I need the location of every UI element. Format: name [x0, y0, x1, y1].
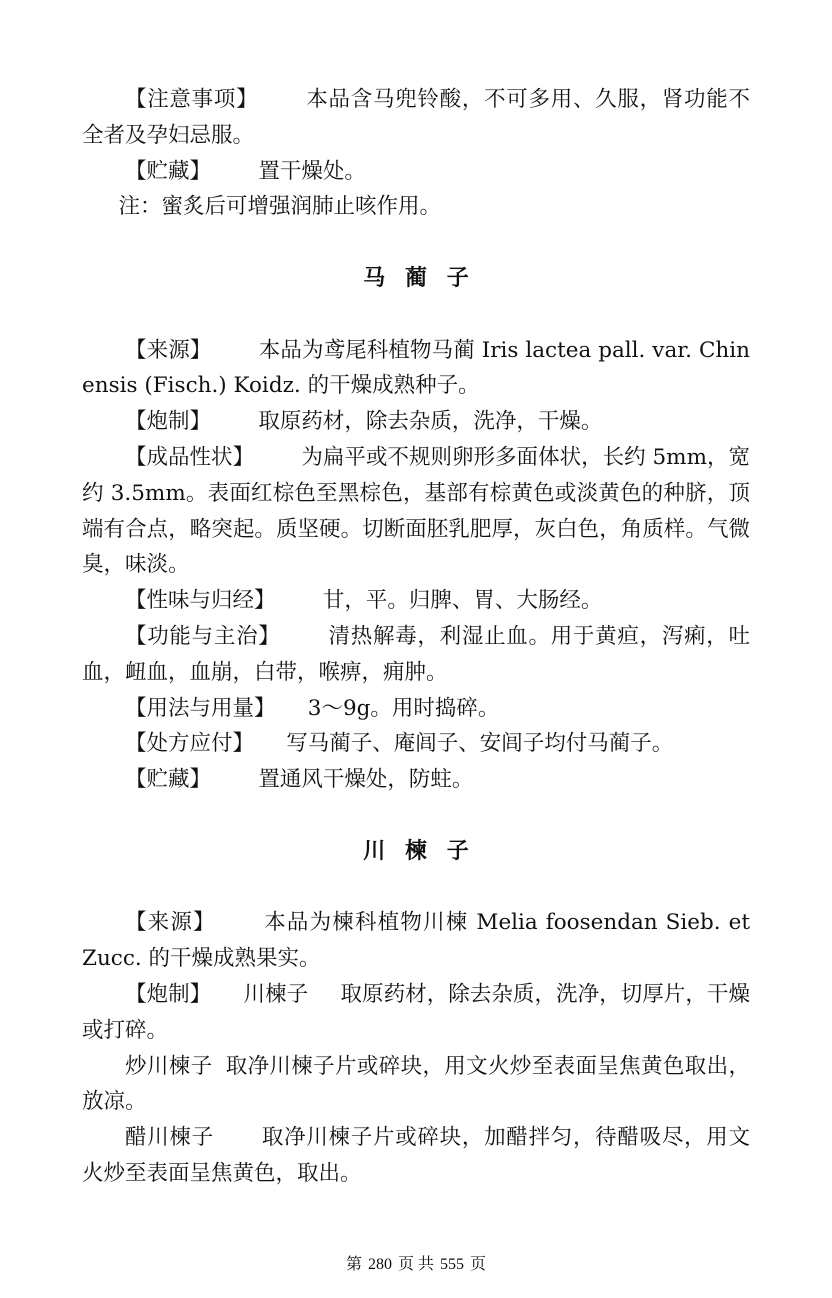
malinzi-dosage-label: 【用法与用量】 — [125, 695, 276, 721]
chuanlianzi-fried-text: 取净川楝子片或碎块，用文火炒至表面呈焦黄色取出，放凉。 — [82, 1053, 750, 1115]
malinzi-nature-text: 甘，平。归脾、胃、大肠经。 — [322, 588, 603, 614]
malinzi-prescription-text: 写马蔺子、庵闾子、安闾子均付马蔺子。 — [286, 731, 674, 757]
section-title-malinzi: 马蔺子 — [363, 264, 489, 291]
malinzi-dosage-paragraph — [82, 691, 750, 727]
chuanlianzi-vinegar-text: 取净川楝子片或碎块，加醋拌匀，待醋吸尽，用文火炒至表面呈焦黄色，取出。 — [82, 1125, 750, 1186]
malinzi-processing-paragraph — [82, 404, 750, 440]
malinzi-storage-text: 置通风干燥处，防蛀。 — [258, 767, 474, 793]
chuanlianzi-processing-name: 川楝子 — [243, 981, 309, 1007]
malinzi-nature-paragraph — [82, 583, 750, 619]
chuanlianzi-fried-name: 炒川楝子 — [125, 1053, 213, 1079]
malinzi-storage-paragraph — [82, 762, 750, 798]
cautions-text: 本品含马兜铃酸，不可多用、久服，肾功能不全者及孕妇忌服。 — [82, 87, 750, 148]
cautions-label: 【注意事项】 — [125, 87, 259, 112]
malinzi-processing-label: 【炮制】 — [125, 409, 212, 435]
malinzi-properties-label: 【成品性状】 — [125, 444, 255, 470]
chuanlianzi-fried-paragraph — [82, 1049, 750, 1121]
chuanlianzi-source-paragraph — [82, 905, 750, 977]
cautions-paragraph — [82, 82, 750, 154]
section-title-chuanlianzi: 川楝子 — [363, 837, 489, 864]
malinzi-source-paragraph — [82, 333, 750, 405]
chuanlianzi-vinegar-name: 醋川楝子 — [125, 1125, 214, 1151]
malinzi-properties-text: 为扁平或不规则卵形多面体状，长约 5mm，宽约 3.5mm。表面红棕色至黑棕色，基部有棕黄色或淡黄色的种脐，顶端有合点，略突起。质坚硬。切断面胚乳肥厚，灰白色，角质样。气微臭，味淡。 — [82, 444, 750, 578]
storage-paragraph — [82, 154, 750, 190]
page-number-current: 280 — [367, 1256, 392, 1273]
chuanlianzi-source-label: 【来源】 — [125, 910, 216, 936]
malinzi-processing-text: 取原药材，除去杂质，洗净，干燥。 — [258, 409, 603, 435]
page-footer — [0, 1254, 832, 1276]
page-suffix: 页 — [470, 1256, 487, 1273]
chuanlianzi-processing-paragraph — [82, 977, 750, 1049]
malinzi-source-label: 【来源】 — [125, 337, 212, 363]
malinzi-function-text: 清热解毒，利湿止血。用于黄疸，泻痢，吐血，衄血，血崩，白带，喉痹，痈肿。 — [82, 623, 750, 685]
storage-label: 【贮藏】 — [125, 158, 212, 184]
page-number-total: 555 — [440, 1256, 464, 1273]
note-paragraph — [82, 189, 750, 225]
chuanlianzi-processing-label: 【炮制】 — [125, 981, 212, 1007]
storage-text: 置干燥处。 — [258, 158, 366, 184]
chuanlianzi-vinegar-paragraph — [82, 1120, 750, 1192]
malinzi-source-text: 本品为鸢尾科植物马蔺 Iris lactea pall. var. Chinensis (Fisch.) Koidz. 的干燥成熟种子。 — [82, 337, 750, 399]
page-mid: 页 共 — [397, 1256, 434, 1273]
page-prefix: 第 — [345, 1256, 362, 1273]
malinzi-properties-paragraph — [82, 440, 750, 583]
malinzi-prescription-label: 【处方应付】 — [125, 731, 255, 757]
document-page — [82, 82, 750, 1192]
malinzi-dosage-text: 3～9g。用时捣碎。 — [307, 695, 500, 721]
chuanlianzi-processing-text: 取原药材，除去杂质，洗净，切厚片，干燥或打碎。 — [82, 981, 750, 1043]
malinzi-prescription-paragraph — [82, 726, 750, 762]
malinzi-storage-label: 【贮藏】 — [125, 767, 212, 793]
chuanlianzi-source-text: 本品为楝科植物川楝 Melia foosendan Sieb. et Zucc. 的干燥成熟果实。 — [82, 910, 750, 972]
malinzi-function-label: 【功能与主治】 — [125, 623, 281, 649]
malinzi-nature-label: 【性味与归经】 — [125, 588, 276, 614]
malinzi-function-paragraph — [82, 619, 750, 691]
note-text: 注：蜜炙后可增强润肺止咳作用。 — [118, 194, 442, 220]
